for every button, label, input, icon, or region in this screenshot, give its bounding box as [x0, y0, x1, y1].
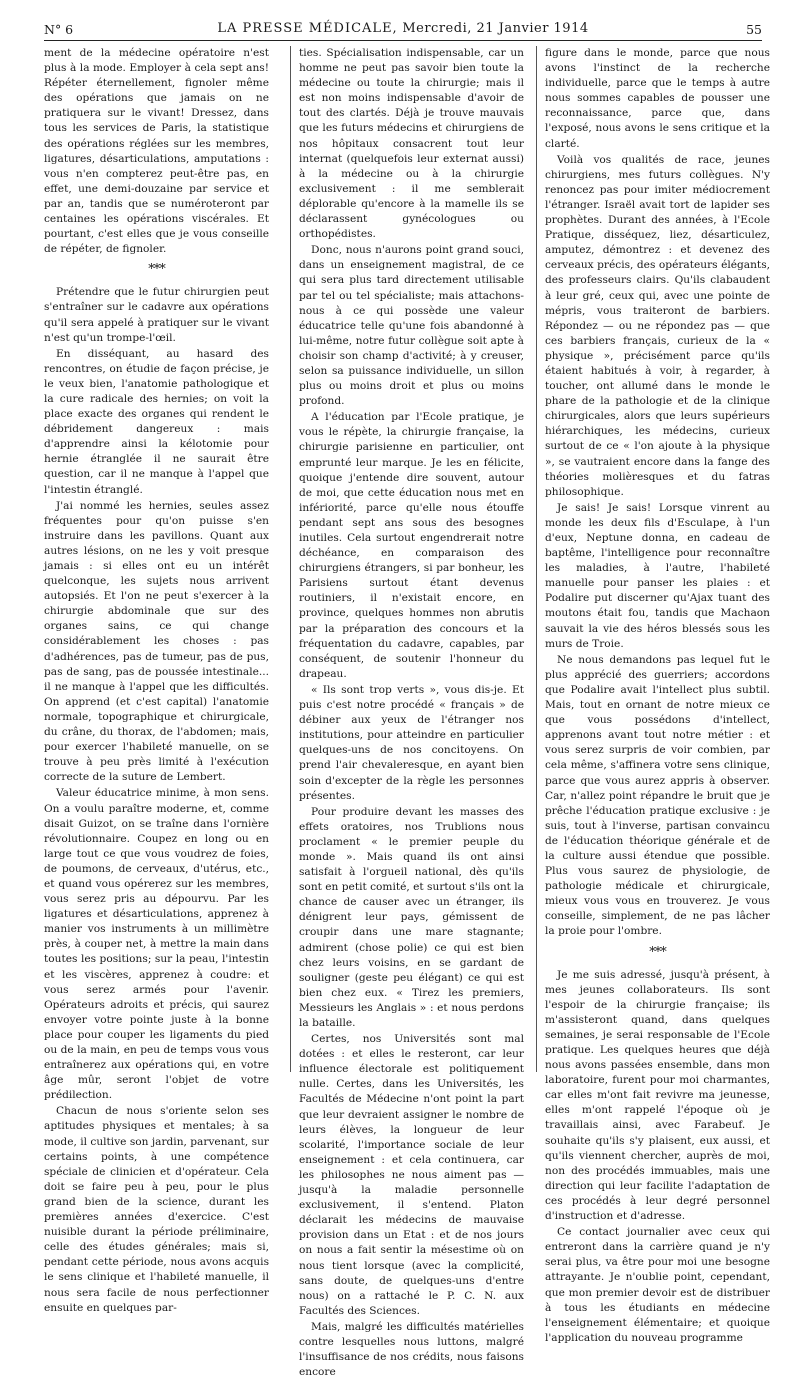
page-number: 55 [746, 22, 762, 37]
section-divider: *** [148, 262, 165, 278]
paragraph: Donc, nous n'aurons point grand souci, dans un enseignement magistral, de ce qui sera plus tard directement utilisable par tel ou tel spécialiste; mais attachons-nous à ce qui possède une valeur éducatrice telle qu'une fois abandonné à lui-même, notre futur collègue soit apte à choisir son champ d'activité; à y creuser, selon sa puissance individuelle, un sillon plus ou moins droit et plus ou moins profond. [299, 244, 524, 408]
paragraph: ment de la médecine opératoire n'est plus à la mode. Employer à cela sept ans! Répéter éternellement, fignoler même des opérations que jamais on ne pratiquera sur le vivant! Dressez, dans tous les services de Paris, la statistique des opérations réglées sur les membres, ligatures, désarticulations, amputations : vous n'en compterez peut-être pas, en effet, une demi-douzaine par service et par an, tandis que se numéroteront par centaines les opérations viscérales. Et pourtant, c'est elles que je vous conseille de répéter, de fignoler. [44, 47, 269, 256]
paragraph: Mais, malgré les difficultés matérielles contre lesquelles nous luttons, malgré l'insuffisance de nos crédits, nous faisons encore [299, 1320, 524, 1379]
page-header [44, 18, 762, 41]
column-2 [290, 46, 524, 1379]
paragraph: Pour produire devant les masses des effets oratoires, nos Trublions nous proclament « le premier peuple du monde ». Mais quand ils ont ainsi satisfait à l'orgueil national, dès qu'ils sont en petit comité, et surtout s'ils ont la chance de causer avec un étranger, ils dénigrent leur pays, gémissent de croupir dans une mare stagnante; admirent (chose polie) ce qui est bien chez leurs voisins, en se gardant de souligner (geste peu élégant) ce qui est bien chez eux. « Tirez les premiers, Messieurs les Anglais » : et nous perdons la bataille. [299, 805, 524, 1029]
paragraph: J'ai nommé les hernies, seules assez fréquentes pour qu'on puisse s'en instruire dans les pavillons. Quant aux autres lésions, on ne les y voit presque jamais : si elles ont eu un intérêt quelconque, les sujets nous arrivent autopsiés. Et l'on ne peut s'exercer à la chirurgie abdominale que sur des organes sains, ce qui change considérablement les choses : pas d'adhérences, pas de tumeur, pas de pus, pas de sang, pas de poussée intestinale... il ne manque à l'appel que les difficultés. On apprend (et c'est capital) l'anatomie normale, topographique et chirurgicale, du crâne, du thorax, de l'abdomen; mais, pour exercer l'habileté manuelle, on se trouve à peu près limité à l'exécution correcte de la suture de Lembert. [44, 499, 269, 784]
column-1 [44, 46, 269, 1317]
paragraph: Je sais! Je sais! Lorsque vinrent au monde les deux fils d'Esculape, à l'un d'eux, Neptune donna, en cadeau de baptême, l'intelligence pour reconnaître les maladies, à l'autre, l'habileté manuelle pour panser les plaies : et Podalire put discerner qu'Ajax tuant des moutons était fou, tandis que Machaon sauvait la vie des héros blessés sous les murs de Troie. [545, 501, 770, 650]
issue-number: N° 6 [44, 22, 74, 37]
paragraph: Prétendre que le futur chirurgien peut s'entraîner sur le cadavre aux opérations qu'il sera appelé à pratiquer sur le vivant n'est qu'un trompe-l'œil. [44, 286, 269, 344]
journal-title [44, 21, 762, 36]
paragraph: « Ils sont trop verts », vous dis-je. Et puis c'est notre procédé « français » de débiner aux yeux de l'étranger nos institutions, pour atteindre en particulier quelques-uns de nos concitoyens. On prend l'air chevaleresque, en ayant bien soin d'excepter de la règle les personnes présentes. [299, 683, 524, 802]
paragraph: En disséquant, au hasard des rencontres, on étudie de façon précise, je le veux bien, l'anatomie pathologique et la cure radicale des hernies; on voit la place exacte des organes qui rendent le débridement dangereux : mais d'apprendre ainsi la kélotomie pour hernie étranglée il ne saurait être question, car il ne manque à l'appel que l'intestin étranglé. [44, 347, 269, 496]
paragraph: Certes, nos Universités sont mal dotées : et elles le resteront, car leur influence électorale est politiquement nulle. Certes, dans les Universités, les Facultés de Médecine n'ont point la part que leur devraient assigner le nombre de leurs élèves, la longueur de leur scolarité, l'importance sociale de leur enseignement : et cela continuera, car les philosophes ne nous aiment pas — jusqu'à la maladie personnelle exclusivement, il s'entend. Platon déclarait les médecins de mauvaise provision dans un Etat : et de nos jours on nous a fait sentir la mésestime où on nous tient lorsque (avec la complicité, sans doute, de quelques-uns d'entre nous) on a rattaché le P. C. N. aux Facultés des Sciences. [299, 1033, 524, 1317]
section-divider: *** [649, 944, 666, 960]
paragraph: ties. Spécialisation indispensable, car un homme ne peut pas savoir bien toute la médecine ou toute la chirurgie; mais il est non moins indispensable d'avoir de tout des clartés. Déjà je trouve mauvais que les futurs médecins et chirurgiens de nos hôpitaux consacrent tout leur internat (quelquefois leur externat aussi) à la médecine ou à la chirurgie exclusivement : il me semblerait déplorable qu'encore à la mamelle ils se déclarassent gynécologues ou orthopédistes. [299, 47, 524, 241]
paragraph: A l'éducation par l'Ecole pratique, je vous le répète, la chirurgie française, la chirurgie parisienne en particulier, ont emprunté leur marque. Je les en félicite, quoique j'entende dire souvent, autour de moi, que cette éducation nous met en infériorité, parce qu'elle nous étouffe pendant sept ans sous des besognes inutiles. Cela surtout engendrerait notre déchéance, en comparaison des chirurgiens étrangers, si par bonheur, les Parisiens surtout étant devenus routiniers, il n'existait encore, en province, quelques hommes non abrutis par la préparation des concours et la fréquentation du cadavre, capables, par conséquent, de soutenir l'honneur du drapeau. [299, 411, 524, 680]
paragraph: figure dans le monde, parce que nous avons l'instinct de la recherche individuelle, parce que le temps à autre nous sommes capables de pousser une reconnaissance, parce que, dans l'exposé, nous avons le sens critique et la clarté. [545, 47, 770, 150]
paragraph: Valeur éducatrice minime, à mon sens. On a voulu paraître moderne, et, comme disait Guizot, on se traîne dans l'ornière révolutionnaire. Coupez en long ou en large tout ce que vous voudrez de foies, de poumons, de cerveaux, d'utérus, etc., et quand vous opérerez sur les membres, vous serez pris au dépourvu. Par les ligatures et désarticulations, apprenez à manier vos instruments à un millimètre près, à couper net, à mettre la main dans toutes les positions; sur la peau, l'intestin et les viscères, apprenez à coudre: et vous serez armés pour l'avenir. Opérateurs adroits et précis, qui saurez envoyer votre pointe juste à la bonne place pour couper les ligaments du pied ou de la main, en peu de temps vous vous entraînerez aux opérations qui, en votre âge mûr, seront l'objet de votre prédilection. [44, 787, 269, 1102]
paragraph: Chacun de nous s'oriente selon ses aptitudes physiques et mentales; à sa mode, il cultive son jardin, parvenant, sur certains points, à une compétence spéciale de clinicien et d'opérateur. Cela doit se faire peu à peu, pour le plus grand bien de la science, durant les premières années d'exercice. C'est nuisible durant la période préliminaire, celle des études générales; mais si, pendant cette période, nous avons acquis le sens clinique et l'habileté manuelle, il nous sera facile de nous perfectionner ensuite en quelques par- [44, 1105, 269, 1314]
paragraph: Je me suis adressé, jusqu'à présent, à mes jeunes collaborateurs. Ils sont l'espoir de la chirurgie française; ils m'assisteront quand, dans quelques semaines, je serai responsable de l'Ecole pratique. Les quelques heures que déjà nous avons passées ensemble, dans mon laboratoire, furent pour moi charmantes, car elles m'ont fait revivre ma jeunesse, elles m'ont rappelé l'époque où je travaillais ainsi, avec Farabeuf. Je souhaite qu'ils s'y plaisent, eux aussi, et qu'ils viennent chercher, auprès de moi, non des procédés immuables, mais une direction qui leur facilite l'adaptation de ces procédés à leur degré personnel d'instruction et d'adresse. [545, 968, 770, 1223]
paragraph: Ne nous demandons pas lequel fut le plus apprécié des guerriers; accordons que Podalire avait l'intellect plus subtil. Mais, tout en ornant de notre mieux ce que vous possédons d'intellect, apprenons avant tout notre métier : et vous serez surpris de voir combien, par cela même, s'affinera votre sens clinique, parce que vous aurez appris à observer. Car, n'allez point répandre le bruit que je prêche l'éducation pratique exclusive : je suis, tout à l'inverse, partisan convaincu de l'éducation théorique générale et de la culture aussi étendue que possible. Plus vous saurez de physiologie, de pathologie médicale et chirurgicale, mieux vous vous en trouverez. Je vous conseille, simplement, de ne pas lâcher la proie pour l'ombre. [545, 653, 770, 938]
paragraph: Ce contact journalier avec ceux qui entreront dans la carrière quand je n'y serai plus, va être pour moi une besogne attrayante. Je n'oublie point, cependant, que mon premier devoir est de distribuer à tous les étudiants en médecine l'enseignement élémentaire; et quoique l'application du nouveau programme [545, 1226, 770, 1344]
paragraph: Voilà vos qualités de race, jeunes chirurgiens, mes futurs collègues. N'y renoncez pas pour imiter médiocrement l'étranger. Israël avait tort de lapider ses prophètes. Durant des années, à l'Ecole Pratique, disséquez, liez, désarticulez, amputez, démontrez : et devenez des cerveaux précis, des opérateurs élégants, des professeurs clairs. Qu'ils clabaudent à leur gré, ceux qui, avec une pointe de mépris, vous traiteront de barbiers. Répondez — ou ne répondez pas — que ces barbiers français, curieux de la « physique », précisément parce qu'ils étaient habitués à voir, à regarder, à toucher, ont allumé dans le monde le phare de la pathologie et de la clinique chirurgicales, alors que leurs supérieurs hiérarchiques, les médecins, curieux surtout de ce « l'on ajoute à la physique », se vautraient encore dans la fange des théories molièresques et du fatras philosophique. [545, 153, 770, 498]
issue-date: Mercredi, 21 Janvier 1914 [397, 21, 589, 36]
journal-name: LA PRESSE MÉDICALE, [217, 21, 398, 36]
column-3 [536, 46, 770, 1344]
